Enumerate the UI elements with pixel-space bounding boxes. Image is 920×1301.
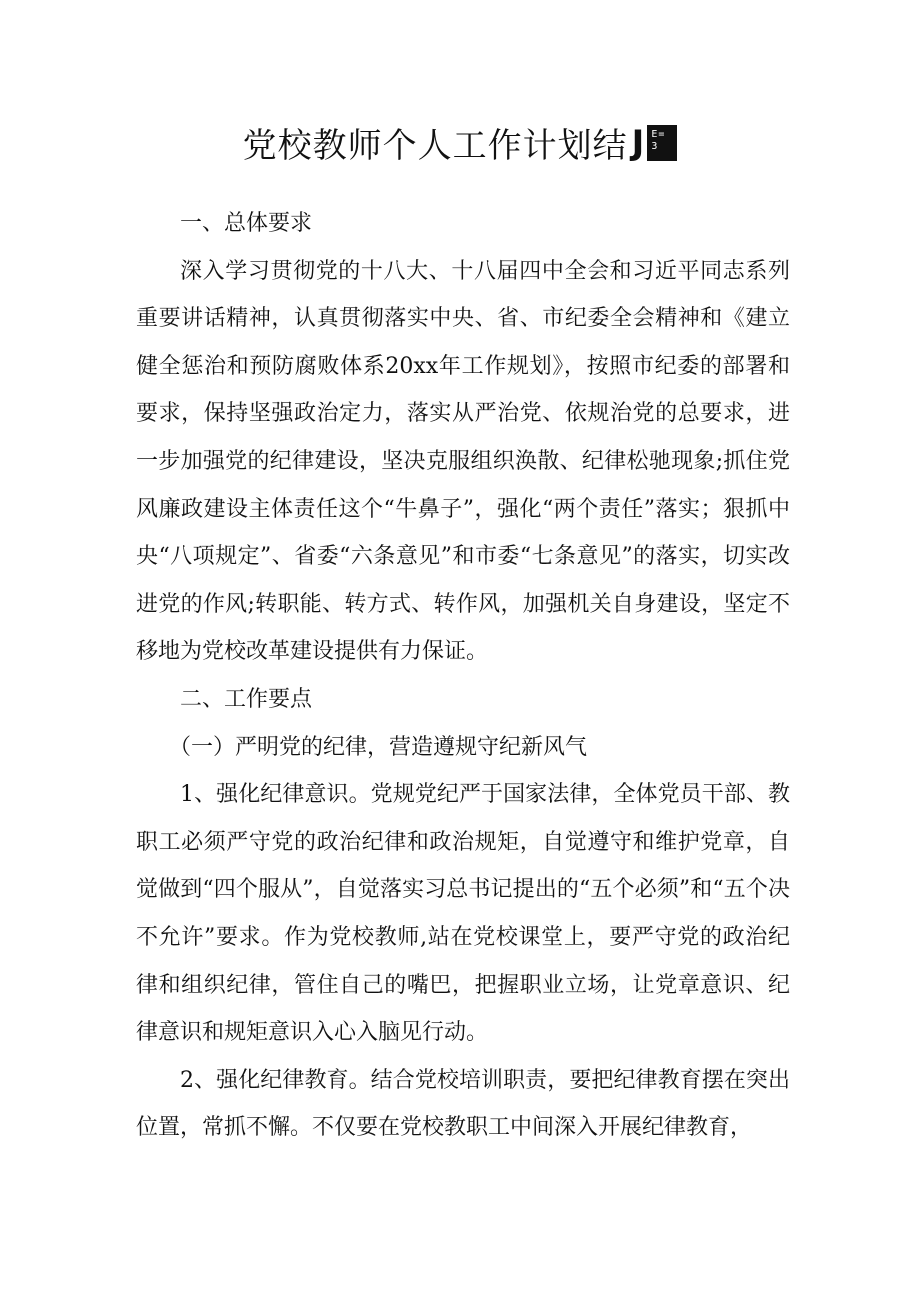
paragraph-general-requirements: 深入学习贯彻党的十八大、十八届四中全会和习近平同志系列重要讲话精神，认真贯彻落实中央、省、市纪委全会精神和《建立健全惩治和预防腐败体系20xx年工作规划》，按照市纪委的部署和要求，保持坚强政治定力，落实从严治党、依规治党的总要求，进一步加强党的纪律建设，坚决克服组织涣散、纪律松驰现象;抓住党风廉政建设主体责任这个“牛鼻子”，强化“两个责任”落实；狠抓中央“八项规定”、省委“六条意见”和市委“七条意见”的落实，切实改进党的作风;转职能、转方式、转作风，加强机关自身建设，坚定不移地为党校改革建设提供有力保证。	[136, 258, 790, 665]
title-text: 党校教师个人工作计划结	[242, 126, 628, 166]
section-heading-general-requirements: 一、总体要求	[180, 211, 313, 236]
title-artifact-mark: E= 3	[647, 125, 677, 161]
document-title	[243, 118, 678, 167]
title-area	[0, 118, 920, 167]
section-heading-work-points: 二、工作要点	[180, 686, 313, 712]
document-body	[136, 200, 790, 1152]
paragraph-discipline-awareness: 1、强化纪律意识。党规党纪严于国家法律，全体党员干部、教职工必须严守党的政治纪律和政治规矩，自觉遵守和维护党章，自觉做到“四个服从”，自觉落实习总书记提出的“五个必须”和“五个决不允许”要求。作为党校教师,站在党校课堂上，要严守党的政治纪律和组织纪律，管住自己的嘴巴，把握职业立场，让党章意识、纪律意识和规矩意识入心入脑见行动。	[136, 782, 790, 1046]
paragraph-discipline-education: 2、强化纪律教育。结合党校培训职责，要把纪律教育摆在突出位置，常抓不懈。不仅要在党校教职工中间深入开展纪律教育，	[136, 1067, 790, 1141]
title-tail-glyph: J	[631, 122, 646, 163]
subsection-heading-discipline: （一）严明党的纪律，营造遵规守纪新风气	[169, 734, 588, 760]
